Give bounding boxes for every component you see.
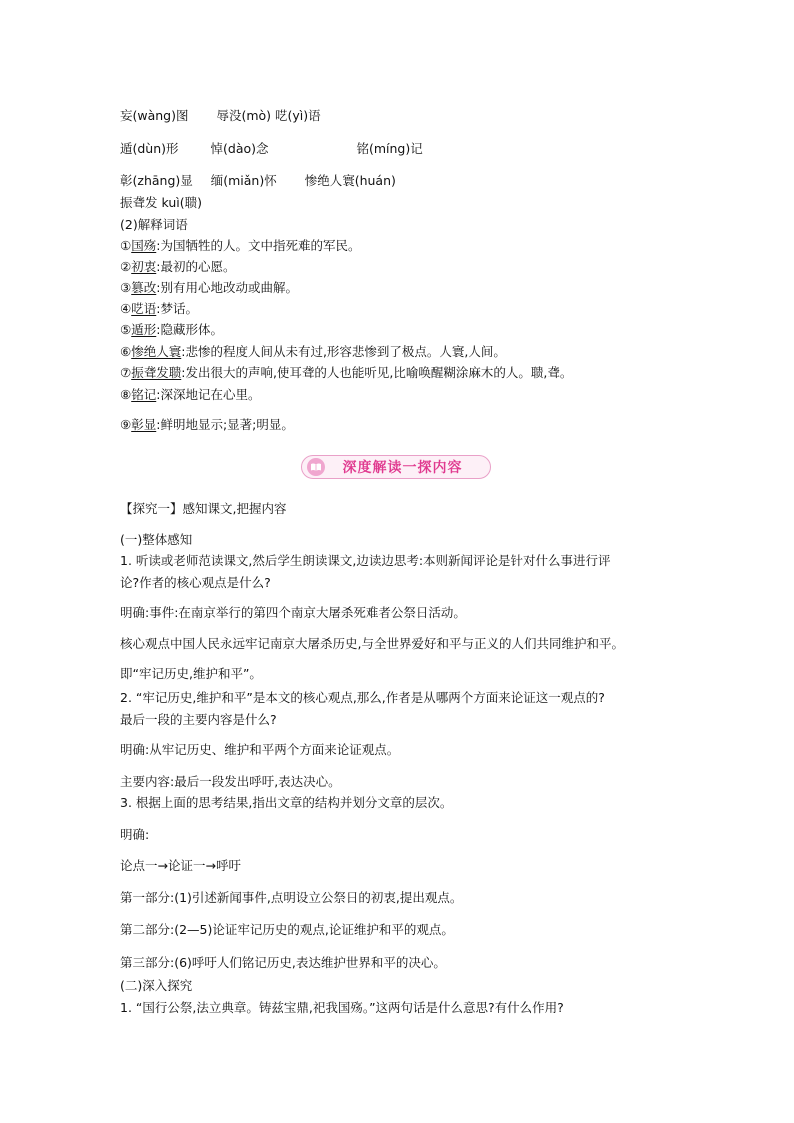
explain-term: 国殇 (131, 238, 157, 253)
vocab-word: 呓(yì)语 (275, 108, 321, 123)
vocab-word: 惨绝人寰(huán) (304, 173, 396, 188)
explain-term: 初衷 (131, 259, 157, 274)
answer-text: 第二部分:(2—5)论证牢记历史的观点,论证维护和平的观点。 (120, 922, 454, 937)
answer-text: 即“牢记历史,维护和平”。 (120, 666, 262, 681)
question-text: 最后一段的主要内容是什么? (120, 712, 277, 727)
explain-item: ⑧铭记:深深地记在心里。 (120, 387, 261, 402)
vocab-row-2 (120, 143, 423, 156)
explain-item: ⑥惨绝人寰:悲惨的程度人间从未有过,形容悲惨到了极点。人寰,人间。 (120, 344, 506, 359)
explain-item: ②初衷:最初的心愿。 (120, 259, 236, 274)
answer-text: 明确: (120, 827, 150, 842)
vocab-word: 悼(dào)念 (210, 141, 269, 156)
vocab-row-3 (120, 175, 396, 188)
explain-item: ⑨彰显:鲜明地显示;显著;明显。 (120, 417, 294, 432)
explain-item: ①国殇:为国牺牲的人。文中指死难的军民。 (120, 238, 361, 253)
answer-text: 核心观点中国人民永远牢记南京大屠杀历史,与全世界爱好和平与正义的人们共同维护和平。 (120, 636, 624, 651)
explore-heading: 【探究一】感知课文,把握内容 (120, 501, 287, 516)
vocab-word: 缅(miǎn)怀 (210, 173, 277, 188)
explain-item: ④呓语:梦话。 (120, 301, 198, 316)
vocab-row-4: 振聋发 kuì(聩) (120, 195, 202, 210)
explain-term: 篡改 (131, 280, 157, 295)
explain-term: 彰显 (131, 417, 157, 432)
section-banner (301, 455, 491, 479)
vocab-word: 遁(dùn)形 (120, 141, 179, 156)
answer-text: 明确:从牢记历史、维护和平两个方面来论证观点。 (120, 742, 400, 757)
question-text: 1. “国行公祭,法立典章。铸兹宝鼎,祀我国殇。”这两句话是什么意思?有什么作用? (120, 1000, 564, 1015)
explain-heading: (2)解释词语 (120, 217, 188, 232)
answer-text: 主要内容:最后一段发出呼吁,表达决心。 (120, 774, 341, 789)
question-text: 论?作者的核心观点是什么? (120, 575, 271, 590)
explain-item: ⑦振聋发聩:发出很大的声响,使耳聋的人也能听见,比喻唤醒糊涂麻木的人。聩,聋。 (120, 365, 573, 380)
question-text: 1. 听读或老师范读课文,然后学生朗读课文,边读边思考:本则新闻评论是针对什么事进行评 (120, 553, 611, 568)
answer-text: 明确:事件:在南京举行的第四个南京大屠杀死难者公祭日活动。 (120, 605, 466, 620)
answer-text: 第一部分:(1)引述新闻事件,点明设立公祭日的初衷,提出观点。 (120, 890, 463, 905)
explain-item: ⑤遁形:隐藏形体。 (120, 322, 223, 337)
question-text: 2. “牢记历史,维护和平”是本文的核心观点,那么,作者是从哪两个方面来论证这一观点的? (120, 690, 605, 705)
vocab-row-1 (120, 110, 321, 123)
vocab-word: 妄(wàng)图 (120, 108, 189, 123)
banner-title: 深度解读一探内容 (342, 460, 463, 476)
answer-text: 第三部分:(6)呼吁人们铭记历史,表达维护世界和平的决心。 (120, 955, 446, 970)
explain-item: ③篡改:别有用心地改动或曲解。 (120, 280, 298, 295)
explain-term: 呓语 (131, 301, 157, 316)
vocab-word: 彰(zhāng)显 (120, 173, 193, 188)
answer-text: 论点一→论证一→呼吁 (120, 858, 241, 873)
explain-term: 振聋发聩 (131, 365, 182, 380)
explain-term: 惨绝人寰 (131, 344, 182, 359)
explain-term: 遁形 (131, 322, 157, 337)
vocab-word: 辱没(mò) (216, 108, 272, 123)
subsection-heading: (一)整体感知 (120, 532, 193, 547)
subsection-heading: (二)深入探究 (120, 978, 193, 993)
book-icon (307, 458, 325, 476)
vocab-word: 铭(míng)记 (356, 141, 423, 156)
question-text: 3. 根据上面的思考结果,指出文章的结构并划分文章的层次。 (120, 795, 453, 810)
explain-term: 铭记 (131, 387, 157, 402)
